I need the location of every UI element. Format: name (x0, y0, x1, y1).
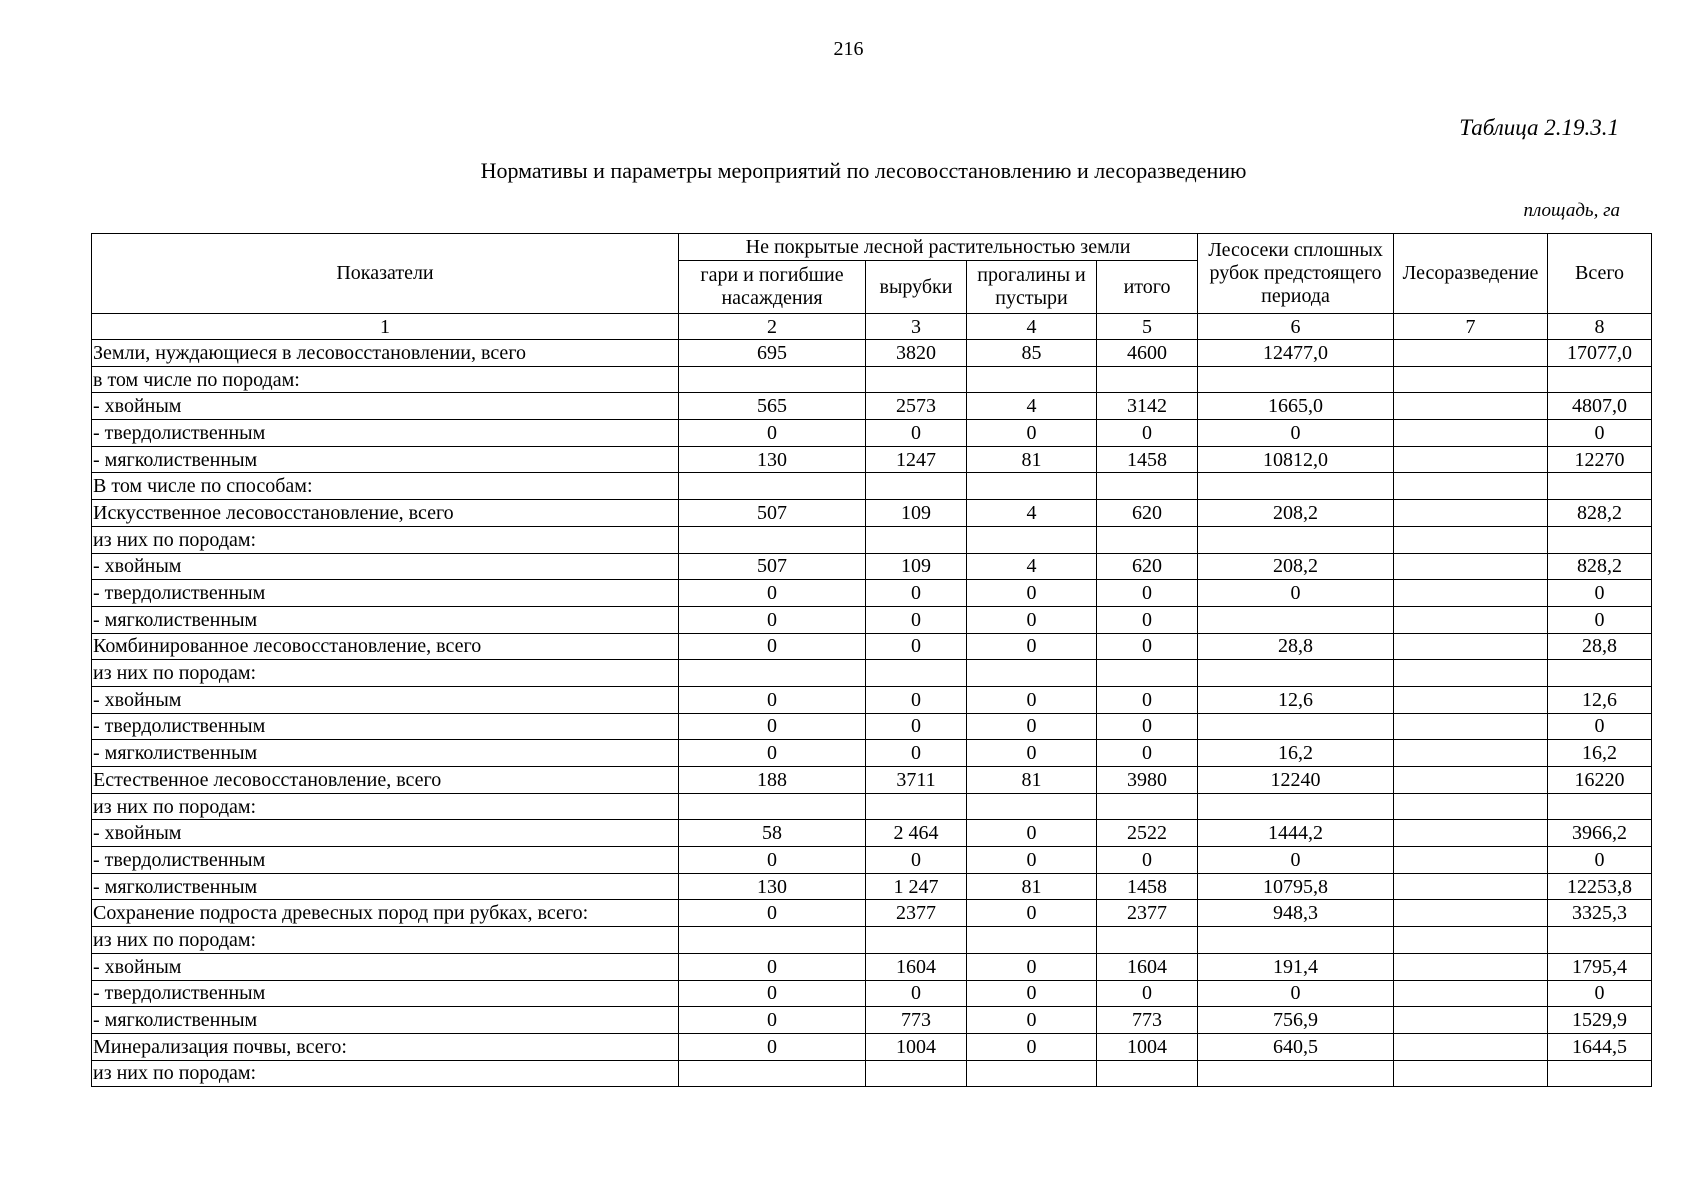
table-cell: 0 (1097, 420, 1198, 447)
table-row (92, 1007, 1652, 1034)
table-cell (679, 793, 866, 820)
table-cell: 12270 (1548, 446, 1652, 473)
header-glades: прогалины и пустыри (967, 261, 1097, 314)
table-cell: 4807,0 (1548, 393, 1652, 420)
table-row (92, 553, 1652, 580)
table-cell: 1644,5 (1548, 1033, 1652, 1060)
column-number: 6 (1198, 314, 1394, 340)
table-cell: 1 247 (866, 873, 967, 900)
table-cell (1394, 847, 1548, 874)
row-label: в том числе по породам: (92, 366, 679, 393)
table-cell: 3820 (866, 340, 967, 367)
table-cell: 3980 (1097, 767, 1198, 794)
table-cell (1097, 793, 1198, 820)
table-label: Таблица 2.19.3.1 (1459, 115, 1619, 140)
table-cell: 58 (679, 820, 866, 847)
table-cell (1394, 740, 1548, 767)
column-number: 7 (1394, 314, 1548, 340)
row-label: - твердолиственным (92, 847, 679, 874)
table-row (92, 473, 1652, 500)
table-cell (1548, 473, 1652, 500)
row-label: Минерализация почвы, всего: (92, 1033, 679, 1060)
table-cell (866, 793, 967, 820)
column-numbers-row (92, 314, 1652, 340)
table-cell (1097, 366, 1198, 393)
table-cell: 0 (1548, 847, 1652, 874)
table-cell (1394, 1033, 1548, 1060)
table-row (92, 420, 1652, 447)
table-cell (866, 526, 967, 553)
table-cell: 4 (967, 500, 1097, 527)
table-cell: 0 (679, 580, 866, 607)
table-cell: 2 464 (866, 820, 967, 847)
table-row (92, 686, 1652, 713)
table-cell: 0 (866, 847, 967, 874)
table-cell (1198, 473, 1394, 500)
table-row (92, 500, 1652, 527)
row-label: - мягколиственным (92, 740, 679, 767)
table-cell: 4600 (1097, 340, 1198, 367)
row-label: - мягколиственным (92, 446, 679, 473)
table-cell (967, 1060, 1097, 1087)
table-cell: 0 (866, 420, 967, 447)
column-number: 1 (92, 314, 679, 340)
table-cell: 0 (967, 713, 1097, 740)
table-cell (1394, 580, 1548, 607)
table-cell (967, 366, 1097, 393)
table-cell: 0 (866, 686, 967, 713)
column-number: 8 (1548, 314, 1652, 340)
table-cell: 130 (679, 446, 866, 473)
table-cell: 0 (1548, 420, 1652, 447)
table-cell: 28,8 (1548, 633, 1652, 660)
row-label: - хвойным (92, 553, 679, 580)
table-cell: 81 (967, 767, 1097, 794)
table-row (92, 1033, 1652, 1060)
table-cell (1394, 500, 1548, 527)
column-number: 3 (866, 314, 967, 340)
table-cell (1394, 420, 1548, 447)
table-cell: 0 (1097, 633, 1198, 660)
table-cell: 640,5 (1198, 1033, 1394, 1060)
table-cell (866, 660, 967, 687)
table-cell: 28,8 (1198, 633, 1394, 660)
table-cell: 4 (967, 393, 1097, 420)
table-cell: 0 (967, 980, 1097, 1007)
table-cell: 3711 (866, 767, 967, 794)
column-number: 4 (967, 314, 1097, 340)
table-cell: 0 (1097, 606, 1198, 633)
table-cell (1394, 633, 1548, 660)
table-row (92, 873, 1652, 900)
table-cell (1198, 927, 1394, 954)
table-cell: 1604 (866, 953, 967, 980)
header-subtotal: итого (1097, 261, 1198, 314)
table-cell: 85 (967, 340, 1097, 367)
table-cell (1097, 1060, 1198, 1087)
table-cell: 0 (967, 606, 1097, 633)
table-cell: 1529,9 (1548, 1007, 1652, 1034)
table-cell: 17077,0 (1548, 340, 1652, 367)
table-cell: 16,2 (1198, 740, 1394, 767)
table-cell: 0 (967, 580, 1097, 607)
row-label: - твердолиственным (92, 420, 679, 447)
table-cell (967, 473, 1097, 500)
table-row (92, 740, 1652, 767)
header-afforestation: Лесоразведение (1394, 234, 1548, 314)
table-cell: 1665,0 (1198, 393, 1394, 420)
table-cell: 0 (679, 900, 866, 927)
table-cell (679, 927, 866, 954)
table-cell (1394, 446, 1548, 473)
table-cell: 828,2 (1548, 500, 1652, 527)
table-cell: 0 (679, 847, 866, 874)
table-cell: 1247 (866, 446, 967, 473)
table-cell: 16220 (1548, 767, 1652, 794)
page-title: Нормативы и параметры мероприятий по лесовосстановлению и лесоразведению (480, 158, 1247, 183)
row-label: - хвойным (92, 393, 679, 420)
table-cell: 12477,0 (1198, 340, 1394, 367)
table-cell: 0 (1097, 686, 1198, 713)
table-cell: 0 (679, 713, 866, 740)
table-cell (679, 1060, 866, 1087)
table-cell: 109 (866, 553, 967, 580)
table-cell: 0 (1097, 847, 1198, 874)
table-cell (1097, 927, 1198, 954)
header-clearcuts: вырубки (866, 261, 967, 314)
table-cell: 2573 (866, 393, 967, 420)
table-cell: 12240 (1198, 767, 1394, 794)
header-cutting-areas: Лесосеки сплошных рубок предстоящего периода (1198, 234, 1394, 314)
table-row (92, 1060, 1652, 1087)
table-cell: 0 (1198, 420, 1394, 447)
table-cell: 0 (1097, 713, 1198, 740)
table-cell: 507 (679, 500, 866, 527)
table-cell (1394, 526, 1548, 553)
table-cell: 10795,8 (1198, 873, 1394, 900)
row-label: - мягколиственным (92, 873, 679, 900)
table-row (92, 606, 1652, 633)
row-label: Земли, нуждающиеся в лесовосстановлении, всего (92, 340, 679, 367)
table-cell: 0 (679, 420, 866, 447)
table-cell: 0 (967, 820, 1097, 847)
table-row (92, 793, 1652, 820)
table-cell: 3142 (1097, 393, 1198, 420)
row-label: из них по породам: (92, 793, 679, 820)
table-row (92, 580, 1652, 607)
row-label: - хвойным (92, 686, 679, 713)
table-row (92, 660, 1652, 687)
table-cell: 130 (679, 873, 866, 900)
table-cell: 10812,0 (1198, 446, 1394, 473)
table-cell (1198, 526, 1394, 553)
table-cell: 1795,4 (1548, 953, 1652, 980)
row-label: - твердолиственным (92, 980, 679, 1007)
table-cell (1198, 660, 1394, 687)
table-cell (1548, 1060, 1652, 1087)
table-cell: 3966,2 (1548, 820, 1652, 847)
table-cell: 0 (1097, 980, 1198, 1007)
table-cell (1394, 793, 1548, 820)
table-row (92, 446, 1652, 473)
table-cell (1548, 526, 1652, 553)
table-cell: 695 (679, 340, 866, 367)
table-cell (679, 660, 866, 687)
table-cell: 0 (679, 953, 866, 980)
table-cell: 0 (866, 740, 967, 767)
table-cell (967, 927, 1097, 954)
table-cell: 16,2 (1548, 740, 1652, 767)
table-cell: 0 (1548, 606, 1652, 633)
table-row (92, 900, 1652, 927)
table-cell: 828,2 (1548, 553, 1652, 580)
table-cell: 0 (1198, 847, 1394, 874)
table-cell: 0 (866, 713, 967, 740)
table-cell (1548, 366, 1652, 393)
table-cell: 12253,8 (1548, 873, 1652, 900)
table-cell (866, 927, 967, 954)
table-cell: 1458 (1097, 873, 1198, 900)
table-cell (1394, 473, 1548, 500)
table-cell: 191,4 (1198, 953, 1394, 980)
table-cell: 1604 (1097, 953, 1198, 980)
row-label: - твердолиственным (92, 713, 679, 740)
page-number: 216 (833, 38, 864, 60)
table-cell: 0 (1097, 580, 1198, 607)
table-cell: 756,9 (1198, 1007, 1394, 1034)
table-row (92, 340, 1652, 367)
table-row (92, 847, 1652, 874)
table-cell: 2522 (1097, 820, 1198, 847)
table-cell: 208,2 (1198, 500, 1394, 527)
table-cell: 0 (967, 740, 1097, 767)
table-cell (1394, 980, 1548, 1007)
table-cell: 0 (1198, 980, 1394, 1007)
unit-note: площадь, га (1523, 200, 1620, 221)
table-cell (866, 473, 967, 500)
table-cell (1394, 713, 1548, 740)
table-cell (1548, 927, 1652, 954)
row-label: Естественное лесовосстановление, всего (92, 767, 679, 794)
table-cell: 948,3 (1198, 900, 1394, 927)
table-cell: 12,6 (1548, 686, 1652, 713)
table-cell: 0 (679, 633, 866, 660)
table-cell: 0 (1198, 580, 1394, 607)
table-cell: 12,6 (1198, 686, 1394, 713)
table-cell (1097, 660, 1198, 687)
table-cell (866, 366, 967, 393)
table-row (92, 820, 1652, 847)
row-label: В том числе по способам: (92, 473, 679, 500)
data-table (91, 233, 1652, 1087)
header-group-uncovered: Не покрытые лесной растительностью земли (679, 234, 1198, 261)
table-cell (1394, 873, 1548, 900)
column-number: 5 (1097, 314, 1198, 340)
table-cell: 620 (1097, 500, 1198, 527)
table-row (92, 927, 1652, 954)
table-cell: 773 (1097, 1007, 1198, 1034)
table-cell (1198, 606, 1394, 633)
header-total: Всего (1548, 234, 1652, 314)
header-burned: гари и погибшие насаждения (679, 261, 866, 314)
table-cell: 0 (679, 980, 866, 1007)
row-label: из них по породам: (92, 660, 679, 687)
table-cell (1394, 927, 1548, 954)
table-cell: 2377 (866, 900, 967, 927)
table-cell: 109 (866, 500, 967, 527)
row-label: из них по породам: (92, 927, 679, 954)
table-cell: 0 (967, 847, 1097, 874)
table-cell: 0 (967, 900, 1097, 927)
table-cell: 3325,3 (1548, 900, 1652, 927)
table-cell: 188 (679, 767, 866, 794)
table-cell: 0 (1548, 980, 1652, 1007)
table-cell (1394, 393, 1548, 420)
table-row (92, 713, 1652, 740)
table-cell: 565 (679, 393, 866, 420)
row-label: Комбинированное лесовосстановление, всего (92, 633, 679, 660)
table-cell: 0 (967, 420, 1097, 447)
table-cell: 1458 (1097, 446, 1198, 473)
table-cell: 0 (1548, 580, 1652, 607)
table-cell: 1004 (1097, 1033, 1198, 1060)
table-cell: 0 (679, 686, 866, 713)
row-label: - хвойным (92, 820, 679, 847)
table-cell (1097, 473, 1198, 500)
table-cell (1394, 340, 1548, 367)
table-cell: 0 (679, 606, 866, 633)
table-cell (967, 660, 1097, 687)
table-cell: 81 (967, 446, 1097, 473)
table-row (92, 980, 1652, 1007)
row-label: из них по породам: (92, 1060, 679, 1087)
table-cell: 0 (967, 1033, 1097, 1060)
table-cell: 0 (679, 740, 866, 767)
table-row (92, 366, 1652, 393)
header-indicators: Показатели (92, 234, 679, 314)
row-label: - мягколиственным (92, 606, 679, 633)
table-row (92, 393, 1652, 420)
table-cell (679, 526, 866, 553)
table-cell: 2377 (1097, 900, 1198, 927)
table-row (92, 767, 1652, 794)
table-cell (1198, 1060, 1394, 1087)
table-cell (1394, 606, 1548, 633)
table-cell: 0 (679, 1007, 866, 1034)
table-cell (1394, 767, 1548, 794)
table-cell: 0 (866, 633, 967, 660)
table-cell: 208,2 (1198, 553, 1394, 580)
table-cell: 0 (967, 686, 1097, 713)
table-cell: 507 (679, 553, 866, 580)
table-cell: 0 (679, 1033, 866, 1060)
row-label: Искусственное лесовосстановление, всего (92, 500, 679, 527)
table-cell (1198, 713, 1394, 740)
table-cell: 620 (1097, 553, 1198, 580)
table-cell: 1444,2 (1198, 820, 1394, 847)
table-cell (679, 473, 866, 500)
table-cell: 773 (866, 1007, 967, 1034)
table-cell: 0 (967, 953, 1097, 980)
row-label: - хвойным (92, 953, 679, 980)
table-cell (1394, 1060, 1548, 1087)
table-cell: 4 (967, 553, 1097, 580)
table-row (92, 633, 1652, 660)
table-cell: 0 (866, 980, 967, 1007)
table-cell (1394, 686, 1548, 713)
table-cell: 0 (866, 580, 967, 607)
table-body (92, 340, 1652, 1087)
table-cell (679, 366, 866, 393)
table-cell: 0 (967, 633, 1097, 660)
table-cell (1394, 820, 1548, 847)
table-cell (1394, 660, 1548, 687)
row-label: - твердолиственным (92, 580, 679, 607)
table-cell (967, 526, 1097, 553)
table-cell (1198, 366, 1394, 393)
table-cell (1548, 660, 1652, 687)
table-cell: 0 (967, 1007, 1097, 1034)
table-cell: 81 (967, 873, 1097, 900)
column-number: 2 (679, 314, 866, 340)
table-cell: 1004 (866, 1033, 967, 1060)
table-cell: 0 (1548, 713, 1652, 740)
table-row (92, 526, 1652, 553)
table-cell: 0 (866, 606, 967, 633)
row-label: из них по породам: (92, 526, 679, 553)
table-cell (967, 793, 1097, 820)
table-cell (1394, 953, 1548, 980)
table-cell (1394, 1007, 1548, 1034)
table-cell (1394, 900, 1548, 927)
table-cell (1097, 526, 1198, 553)
table-cell: 0 (1097, 740, 1198, 767)
table-cell (1548, 793, 1652, 820)
row-label: Сохранение подроста древесных пород при рубках, всего: (92, 900, 679, 927)
table-cell (1394, 366, 1548, 393)
row-label: - мягколиственным (92, 1007, 679, 1034)
table-row (92, 953, 1652, 980)
table-cell (1394, 553, 1548, 580)
table-cell (866, 1060, 967, 1087)
table-cell (1198, 793, 1394, 820)
